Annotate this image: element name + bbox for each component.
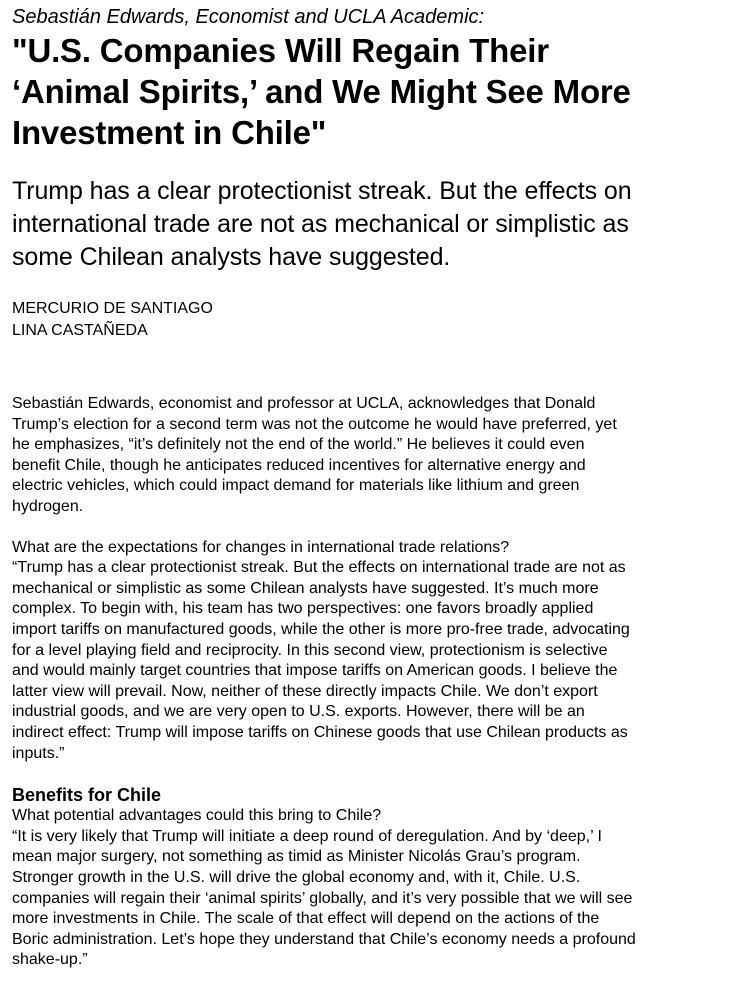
deck-line: international trade are not as mechanical or simplistic as xyxy=(12,210,629,239)
paragraph-line: indirect effect: Trump will impose tariffs on Chinese goods that use Chilean products as xyxy=(12,724,628,742)
paragraph-line: mean major surgery, not something as timid as Minister Nicolás Grau’s program. xyxy=(12,848,581,866)
article xyxy=(12,0,742,971)
paragraph-line: import tariffs on manufactured goods, while the other is more pro-free trade, advocating xyxy=(12,621,630,639)
paragraph-line: benefit Chile, though he anticipates reduced incentives for alternative energy and xyxy=(12,456,586,474)
paragraph-line: Stronger growth in the U.S. will drive the global economy and, with it, Chile. U.S. xyxy=(12,868,581,886)
paragraph-line: he emphasizes, “it’s definitely not the end of the world.” He believes it could even xyxy=(12,436,585,454)
paragraph-line: What are the expectations for changes in international trade relations? xyxy=(12,538,510,556)
paragraph-line: shake-up.” xyxy=(12,951,88,969)
paragraph-line: electric vehicles, which could impact demand for materials like lithium and green xyxy=(12,477,580,495)
paragraph-line: latter view will prevail. Now, neither of these directly impacts Chile. We don’t export xyxy=(12,682,598,700)
headline-line: "U.S. Companies Will Regain Their xyxy=(12,32,549,69)
article-byline xyxy=(12,298,742,342)
section-subhead: Benefits for Chile xyxy=(12,785,162,806)
headline-line: Investment in Chile" xyxy=(12,114,327,151)
byline-author: LINA CASTAÑEDA xyxy=(12,322,148,340)
intro-paragraph xyxy=(12,394,742,518)
article-kicker: Sebastián Edwards, Economist and UCLA Academic: xyxy=(12,6,485,28)
paragraph-line: companies will regain their ‘animal spirits’ globally, and it’s very possible that we will see xyxy=(12,889,633,907)
paragraph-line: Trump’s election for a second term was not the outcome he would have preferred, yet xyxy=(12,415,617,433)
paragraph-line: “It is very likely that Trump will initiate a deep round of deregulation. And by ‘deep,’ I xyxy=(12,827,602,845)
paragraph-line: for a level playing field and reciprocity. In this second view, protectionism is selective xyxy=(12,641,608,659)
article-headline xyxy=(12,30,742,153)
deck-line: some Chilean analysts have suggested. xyxy=(12,243,451,272)
paragraph-line: hydrogen. xyxy=(12,498,84,516)
paragraph-line: complex. To begin with, his team has two perspectives: one favors broadly applied xyxy=(12,600,594,618)
paragraph-line: inputs.” xyxy=(12,744,65,762)
paragraph-line: more investments in Chile. The scale of that effect will depend on the actions of the xyxy=(12,910,600,928)
paragraph-line: mechanical or simplistic as some Chilean analysts have suggested. It’s much more xyxy=(12,579,599,597)
article-deck xyxy=(12,175,742,274)
paragraph-line: and would mainly target countries that impose tariffs on American goods. I believe the xyxy=(12,662,618,680)
paragraph-line: Boric administration. Let’s hope they understand that Chile’s economy needs a profound xyxy=(12,930,636,948)
benefits-paragraph xyxy=(12,806,742,971)
headline-line: ‘Animal Spirits,’ and We Might See More xyxy=(12,73,631,110)
deck-line: Trump has a clear protectionist streak. But the effects on xyxy=(12,177,632,206)
paragraph-line: What potential advantages could this bring to Chile? xyxy=(12,807,382,825)
byline-publication: MERCURIO DE SANTIAGO xyxy=(12,300,213,318)
trade-relations-paragraph xyxy=(12,538,742,765)
paragraph-line: Sebastián Edwards, economist and professor at UCLA, acknowledges that Donald xyxy=(12,395,596,413)
paragraph-line: industrial goods, and we are very open to U.S. exports. However, there will be an xyxy=(12,703,585,721)
paragraph-line: “Trump has a clear protectionist streak. But the effects on international trade are not as xyxy=(12,559,626,577)
